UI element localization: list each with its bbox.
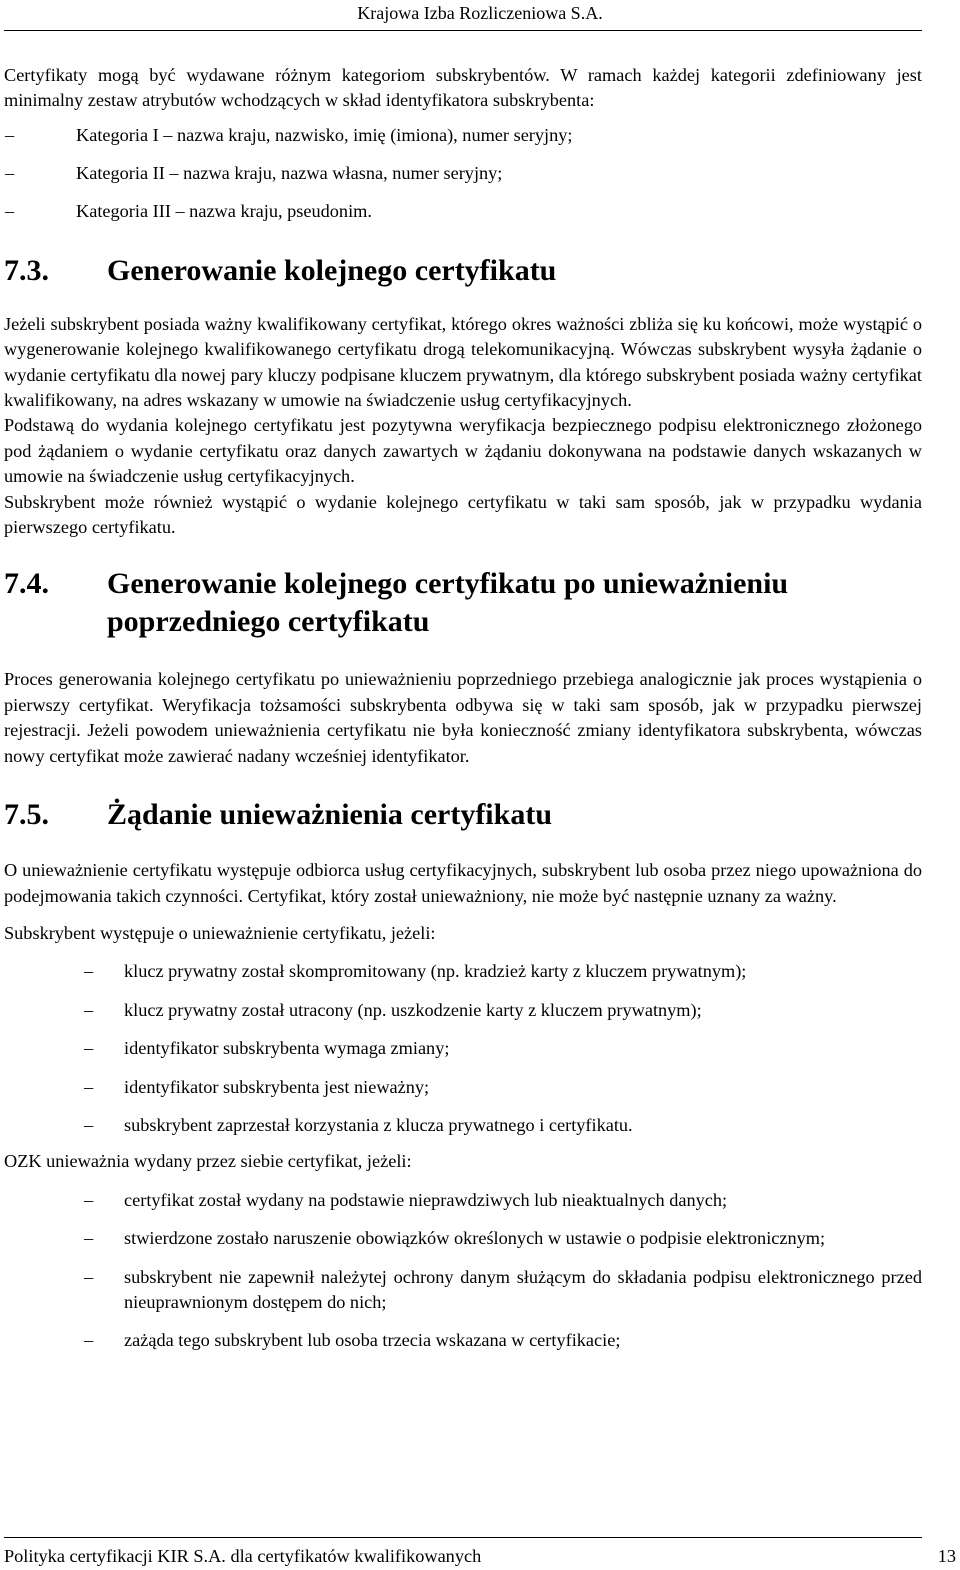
list-item: – Kategoria II – nazwa kraju, nazwa własna, numer seryjny;: [4, 161, 922, 199]
list-item: – subskrybent nie zapewnił należytej ochrony danym służącym do składania podpisu elektronicznego przed nieuprawnionym dostępem do nich;: [4, 1265, 922, 1329]
section-heading-7-5: [4, 796, 922, 834]
paragraph: Proces generowania kolejnego certyfikatu po unieważnieniu poprzedniego przebiega analogicznie jak proces wystąpienia o pierwszy certyfikat. Weryfikacja tożsamości subskrybenta odbywa się w taki sam sposób, jak w przypadku pierwszej rejestracji. Jeżeli powodem unieważnienia certyfikatu nie była konieczność zmiany identyfikatora subskrybenta, wówczas nowy certyfikat może zawierać nadany wcześniej identyfikator.: [4, 669, 922, 766]
list-item: – subskrybent zaprzestał korzystania z klucza prywatnego i certyfikatu.: [4, 1113, 922, 1151]
list-item: – klucz prywatny został utracony (np. uszkodzenie karty z kluczem prywatnym);: [4, 998, 922, 1036]
dash-bullet: [84, 998, 93, 1023]
section-heading-7-3: [4, 252, 922, 290]
dash-bullet: [84, 1036, 93, 1061]
paragraph: OZK unieważnia wydany przez siebie certyfikat, jeżeli:: [4, 1151, 412, 1172]
paragraph: Jeżeli subskrybent posiada ważny kwalifikowany certyfikat, którego okres ważności zbliża się ku końcowi, może wystąpić o wygenerowanie kolejnego kwalifikowanego certyfikatu drogą telekomunikacyjną. Wówczas subskrybent wysyła żądanie o wydanie certyfikatu dla nowej pary kluczy podpisane kluczem prywatnym, dla którego subskrybent posiada ważny certyfikat kwalifikowany, na adres wskazany w umowie na świadczenie usług certyfikacyjnych.: [4, 313, 922, 411]
page-number: 13: [937, 1546, 956, 1566]
footer-title: Polityka certyfikacji KIR S.A. dla certyfikatów kwalifikowanych: [4, 1546, 482, 1566]
section-title: Żądanie unieważnienia certyfikatu: [107, 798, 553, 832]
paragraph: Subskrybent występuje o unieważnienie certyfikatu, jeżeli:: [4, 922, 436, 943]
list-item: – Kategoria I – nazwa kraju, nazwisko, imię (imiona), numer seryjny;: [4, 123, 922, 161]
running-header: Krajowa Izba Rozliczeniowa S.A.: [357, 3, 603, 23]
list-item: – certyfikat został wydany na podstawie nieprawdziwych lub nieaktualnych danych;: [4, 1188, 922, 1226]
dash-bullet: [84, 1226, 93, 1251]
dash-bullet: [84, 1188, 93, 1213]
section-number: 7.5.: [4, 798, 49, 832]
ozk-reasons-list: [4, 1188, 922, 1367]
dash-bullet: [84, 1265, 93, 1290]
list-item: – zażąda tego subskrybent lub osoba trzecia wskazana w certyfikacie;: [4, 1328, 922, 1366]
section-title: Generowanie kolejnego certyfikatu: [107, 253, 557, 287]
section-title-line-2: poprzedniego certyfikatu: [107, 605, 430, 639]
dash-bullet: [84, 1328, 93, 1353]
list-item: – klucz prywatny został skompromitowany (np. kradzież karty z kluczem prywatnym);: [4, 959, 922, 997]
dash-bullet: [84, 1075, 93, 1100]
dash-bullet: [5, 123, 14, 148]
paragraph: Podstawą do wydania kolejnego certyfikatu jest pozytywna weryfikacja bezpiecznego podpisu elektronicznego złożonego pod żądaniem o wydanie certyfikatu oraz danych zawartych w żądaniu dokonywana na podstawie danych wskazanych w umowie na świadczenie usług certyfikacyjnych.: [4, 415, 922, 487]
dash-bullet: [5, 199, 14, 224]
section-heading-7-4: [4, 565, 922, 641]
list-item: – stwierdzone zostało naruszenie obowiązków określonych w ustawie o podpisie elektronicznym;: [4, 1226, 922, 1264]
dash-bullet: [84, 959, 93, 984]
list-item: – identyfikator subskrybenta jest nieważny;: [4, 1075, 922, 1113]
dash-bullet: [5, 161, 14, 186]
header-rule: [4, 30, 922, 31]
page-content: [4, 63, 922, 1367]
paragraph: O unieważnienie certyfikatu występuje odbiorca usług certyfikacyjnych, subskrybent lub osoba przez niego upoważniona do podejmowania takich czynności. Certyfikat, który został unieważniony, nie może być następnie uznany za ważny.: [4, 860, 922, 906]
section-number: 7.4.: [4, 567, 49, 601]
footer-rule: [4, 1537, 922, 1538]
section-number: 7.3.: [4, 253, 49, 287]
intro-paragraph: Certyfikaty mogą być wydawane różnym kategoriom subskrybentów. W ramach każdej kategorii zdefiniowany jest minimalny zestaw atrybutów wchodzących w skład identyfikatora subskrybenta:: [4, 65, 922, 111]
category-list: [4, 123, 922, 237]
subscriber-reasons-list: [4, 959, 922, 1151]
list-item: – Kategoria III – nazwa kraju, pseudonim.: [4, 199, 922, 237]
dash-bullet: [84, 1113, 93, 1138]
list-item: – identyfikator subskrybenta wymaga zmiany;: [4, 1036, 922, 1074]
section-title-line-1: Generowanie kolejnego certyfikatu po unieważnieniu: [107, 567, 789, 601]
running-footer: [4, 1544, 956, 1568]
paragraph: Subskrybent może również wystąpić o wydanie kolejnego certyfikatu w taki sam sposób, jak w przypadku wydania pierwszego certyfikatu.: [4, 491, 922, 538]
